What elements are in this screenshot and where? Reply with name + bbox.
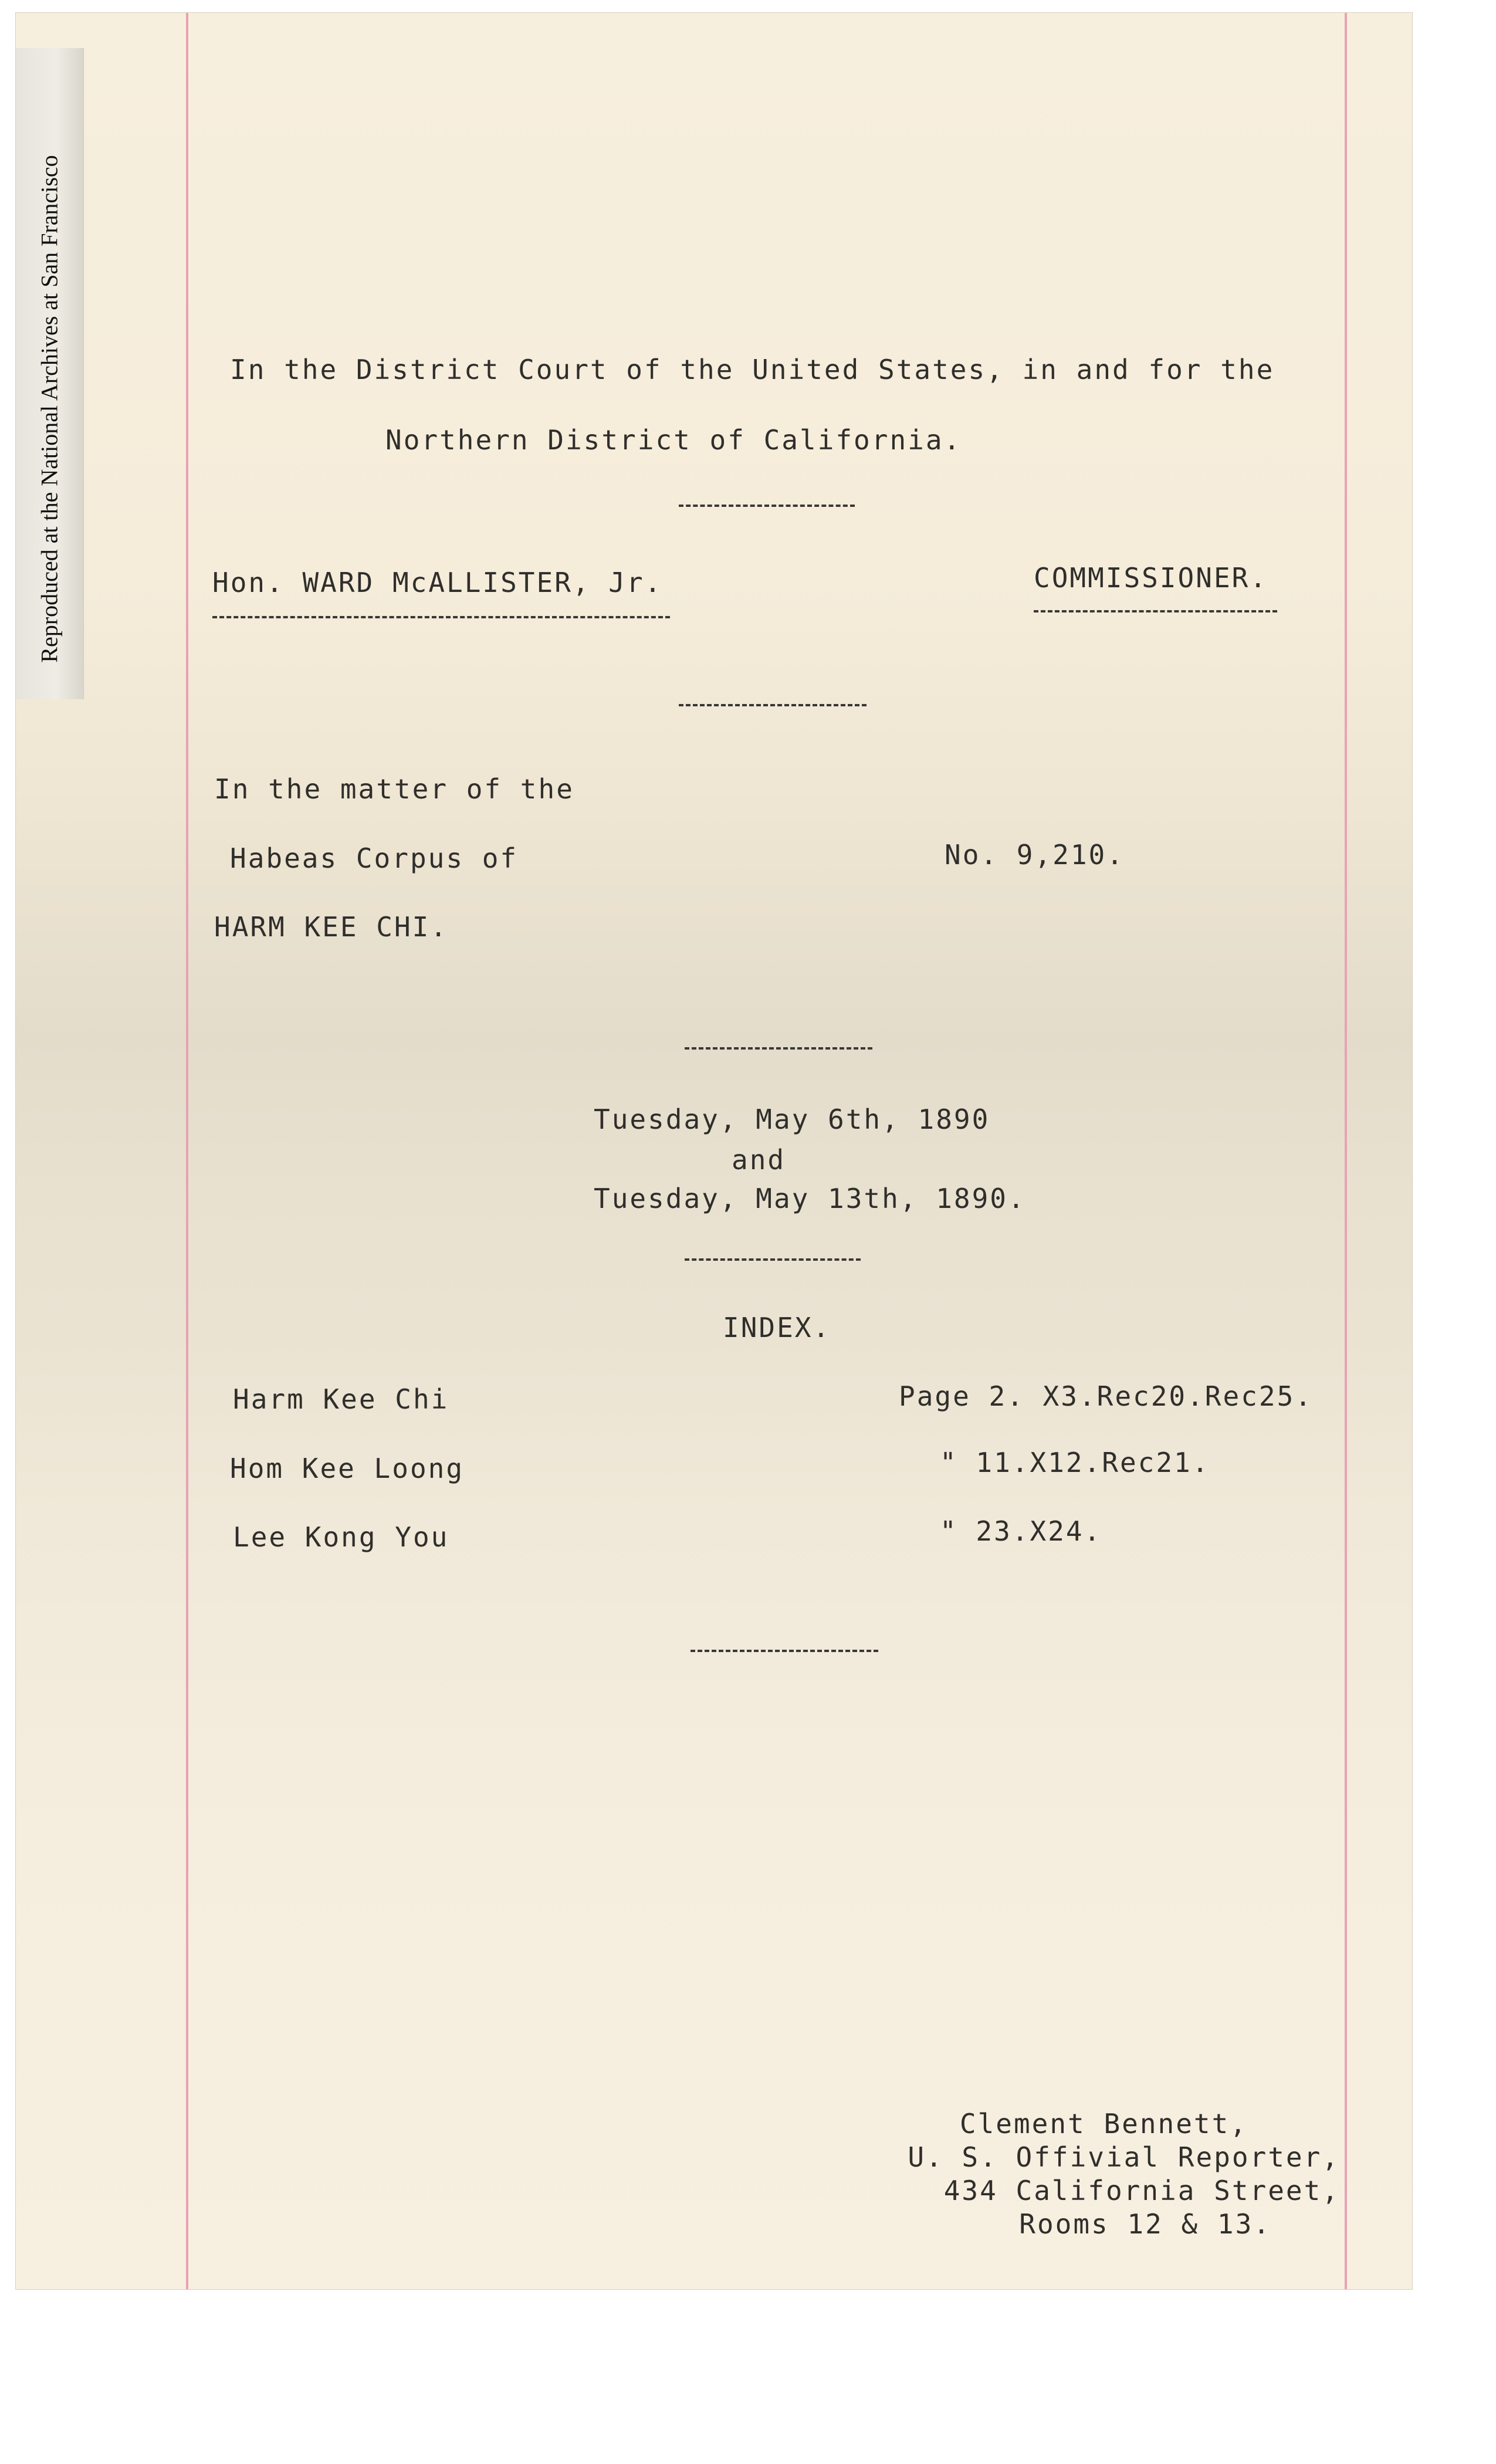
commissioner-name: Hon. WARD McALLISTER, Jr. [212, 567, 663, 598]
index-entry-name: Lee Kong You [233, 1521, 449, 1553]
archive-stamp-text: Reproduced at the National Archives at San Francisco [36, 155, 63, 663]
case-number: No. 9,210. [945, 839, 1125, 871]
index-entry-name: Hom Kee Loong [230, 1453, 465, 1484]
divider-rule [679, 704, 867, 706]
matter-line-3: HARM KEE CHI. [214, 911, 449, 943]
index-entry-pages: " 23.X24. [940, 1515, 1102, 1547]
reporter-line-4: Rooms 12 & 13. [1019, 2208, 1271, 2240]
caption-line-1: In the District Court of the United States, in and for the [230, 354, 1275, 385]
document-page [16, 13, 1412, 2289]
title-underline [1034, 610, 1277, 612]
divider-rule [685, 1047, 872, 1050]
commissioner-title: COMMISSIONER. [1034, 562, 1268, 594]
date-line-2: and [732, 1144, 786, 1176]
date-line-1: Tuesday, May 6th, 1890 [594, 1104, 990, 1135]
index-entry-pages: Page 2. X3.Rec20.Rec25. [899, 1380, 1313, 1412]
index-entry-name: Harm Kee Chi [233, 1383, 449, 1415]
reporter-line-1: Clement Bennett, [959, 2108, 1248, 2140]
index-entry-pages: " 11.X12.Rec21. [940, 1447, 1210, 1478]
reporter-line-2: U. S. Offivial Reporter, [908, 2141, 1340, 2173]
caption-line-2: Northern District of California. [385, 424, 962, 456]
right-margin-line [1345, 13, 1347, 2289]
reporter-line-3: 434 California Street, [943, 2175, 1340, 2206]
left-margin-line [186, 13, 188, 2289]
divider-rule [691, 1650, 878, 1652]
archive-stamp-strip [16, 48, 84, 699]
matter-line-2: Habeas Corpus of [230, 842, 519, 874]
index-heading: INDEX. [723, 1312, 831, 1343]
name-underline [212, 616, 670, 618]
matter-line-1: In the matter of the [214, 773, 574, 805]
divider-rule [685, 1258, 861, 1261]
date-line-3: Tuesday, May 13th, 1890. [594, 1183, 1026, 1214]
divider-rule [679, 505, 855, 507]
